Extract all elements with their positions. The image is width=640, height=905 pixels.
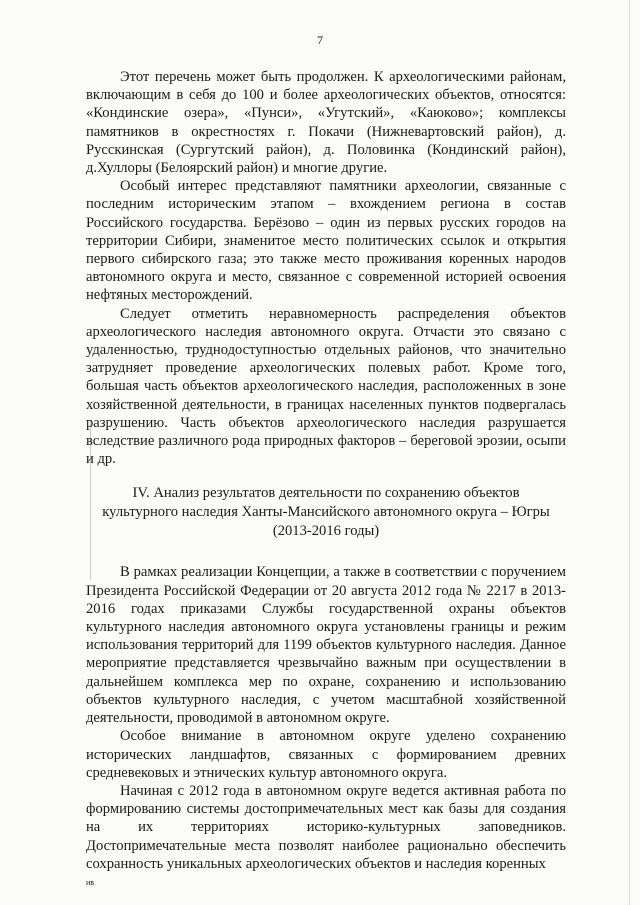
paragraph-uneven-distribution: Следует отметить неравномерность распределения объектов археологического наследия автономного округа. Отчасти это связано с удаленностью, труднодоступностью отдельных районов, что значительно затрудняет проведение археологических полевых работ. Кроме того, большая часть объектов археологического наследия, расположенных в зоне хозяйственной деятельности, в границах населенных пунктов подвергалась разрушению. Часть объектов археологического наследия разрушается вследствие различного рода природных факторов – береговой эрозии, осыпи и др. xyxy=(86,305,566,468)
page-number: 7 xyxy=(317,33,323,47)
section-heading-line-2: культурного наследия Ханты-Мансийского автономного округа – Югры xyxy=(102,504,550,521)
paragraph-archaeological-districts: Этот перечень может быть продолжен. К археологическими районам, включающим в себя до 100 и более археологических объектов, относятся: «Кондинские озера», «Пунси», «Угутский», «Каюково»; комплексы памятников в окрестностях г. Покачи (Нижневартовский район), д. Русскинская (Сургутский район), д. Половинка (Кондинский район), д.Хуллоры (Белоярский район) и многие другие. xyxy=(86,69,566,177)
section-heading-line-1: IV. Анализ результатов деятельности по сохранению объектов xyxy=(132,485,520,502)
margin-mark: ив xyxy=(86,878,95,887)
section-heading-line-3: (2013-2016 годы) xyxy=(272,523,380,540)
paragraph-concept-implementation: В рамках реализации Концепции, а также в соответствии с поручением Президента Российской Федерации от 20 августа 2012 года № 2217 в 2013-2016 годах приказами Службы государственной охраны объектов культурного наследия автономного округа установлены границы и режим использования территорий для 1199 объектов культурного наследия. Данное мероприятие представляется чрезвычайно важным при осуществлении в дальнейшем комплекса мер по охране, сохранению и использованию объектов культурного наследия, с учетом масштабной хозяйственной деятельности, проводимой в автономном округе. xyxy=(86,564,566,727)
section-heading xyxy=(86,484,566,541)
document-body xyxy=(86,68,566,873)
paragraph-historical-landscapes: Особое внимание в автономном округе уделено сохранению исторических ландшафтов, связанных с формированием древних средневековых и этнических культур автономного округа. xyxy=(86,728,566,781)
paragraph-landmarks: Начиная с 2012 года в автономном округе ведется активная работа по формированию системы достопримечательных мест как базы для создания на их территориях историко-культурных заповедников. Достопримечательные места позволят наиболее рационально обеспечить сохранность уникальных археологических объектов и наследия коренных xyxy=(86,782,566,872)
scan-edge-line xyxy=(629,0,630,905)
paragraph-berezovo: Особый интерес представляют памятники археологии, связанные с последним историческим этапом – вхождением региона в состав Российского государства. Берёзово – один из первых русских городов на территории Сибири, знаменитое место политических ссылок и открытия первого сибирского газа; это также место проживания коренных народов автономного округа и место, связанное с современной историей освоения нефтяных месторождений. xyxy=(86,178,566,304)
